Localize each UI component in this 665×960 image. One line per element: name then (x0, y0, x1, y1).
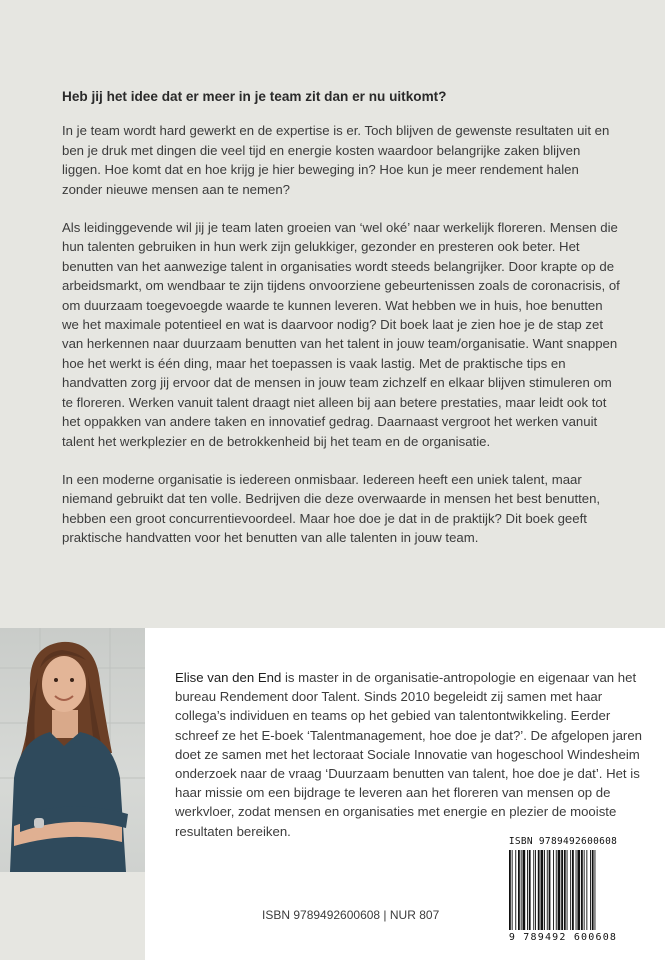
barcode-digits: 9 789492 600608 (508, 932, 618, 943)
author-bio-text: is master in de organisatie-antropologie en eigenaar van het bureau Rendement door Talent. Sinds 2010 begeleidt zij samen met haar collega’s individuen en teams op het gebied van talentontwikkeling. Eerder schreef ze het E-boek ‘Talentmanagement, hoe doe je dat?’. De afgelopen jaren doet ze samen met het lectoraat Sociale Innovatie van hogeschool Windesheim onderzoek naar de vraag ‘Duurzaam benutten van talent, hoe doe je dat’. Het is haar missie om een bijdrage te leveren aan het floreren van mensen op de werkvloer, zodat mensen en organisaties met energie en plezier de mooiste resultaten bereiken. (175, 670, 642, 839)
blurb-paragraph-3: In een moderne organisatie is iedereen onmisbaar. Iedereen heeft een uniek talent, maar niemand gebruikt dat ten volle. Bedrijven die deze overwaarde in mensen het best benutten, hebben een groot concurrentievoordeel. Maar hoe doe je dat in de praktijk? Dit boek geeft praktische handvatten voor het benutten van alle talenten in jouw team. (62, 471, 601, 546)
blurb-paragraph-1: In je team wordt hard gewerkt en de expertise is er. Toch blijven de gewenste resultaten uit en ben je druk met dingen die veel tijd en energie kosten waardoor belangrijke zaken blijven liggen. Hoe komt dat en hoe krijg je hier beweging in? Hoe kun je meer rendement halen zonder nieuwe mensen aan te nemen? (62, 123, 610, 197)
author-portrait-illustration (0, 628, 145, 872)
isbn-nur-line: ISBN 9789492600608 | NUR 807 (262, 908, 440, 922)
isbn-barcode (505, 836, 621, 948)
blurb-heading: Heb jij het idee dat er meer in je team zit dan er nu uitkomt? (62, 89, 447, 104)
author-photo (0, 628, 145, 872)
barcode-bars (507, 850, 619, 932)
barcode-isbn-text: ISBN 9789492600608 (508, 836, 618, 847)
blurb-paragraph-2: Als leidinggevende wil jij je team laten groeien van ‘wel oké’ naar werkelijk floreren. Mensen die hun talenten gebruiken in hun werk zijn gelukkiger, gezonder en presteren ook beter. Het benutten van het aanwezige talent in organisaties wordt steeds belangrijker. Door krapte op de arbeidsmarkt, om wendbaar te zijn tijdens onvoorziene gebeurtenissen zoals de coronacrisis, of om duurzaam toegevoegde waarde te kunnen leveren. Wat hebben we in huis, hoe benutten we het maximale potentieel en wat is daarvoor nodig? Dit boek laat je zien hoe je de stap zet van herkennen naar duurzaam benutten van het talent in jouw team/organisatie. Want snappen hoe het werkt is één ding, maar het toepassen is vaak lastig. Met de praktische tips en handvatten zorg jij ervoor dat de mensen in jouw team zichzelf en elkaar blijven stimuleren om te floreren. Werken vanuit talent draagt niet alleen bij aan betere prestaties, maar leidt ook tot het oppakken van andere taken en innovatief gedrag. Daarnaast vergroot het werken vanuit talent het werkplezier en de betrokkenheid bij het team en de organisatie. (62, 220, 620, 449)
author-bio (175, 668, 645, 841)
blurb (62, 87, 622, 567)
author-name: Elise van den End (175, 670, 282, 685)
